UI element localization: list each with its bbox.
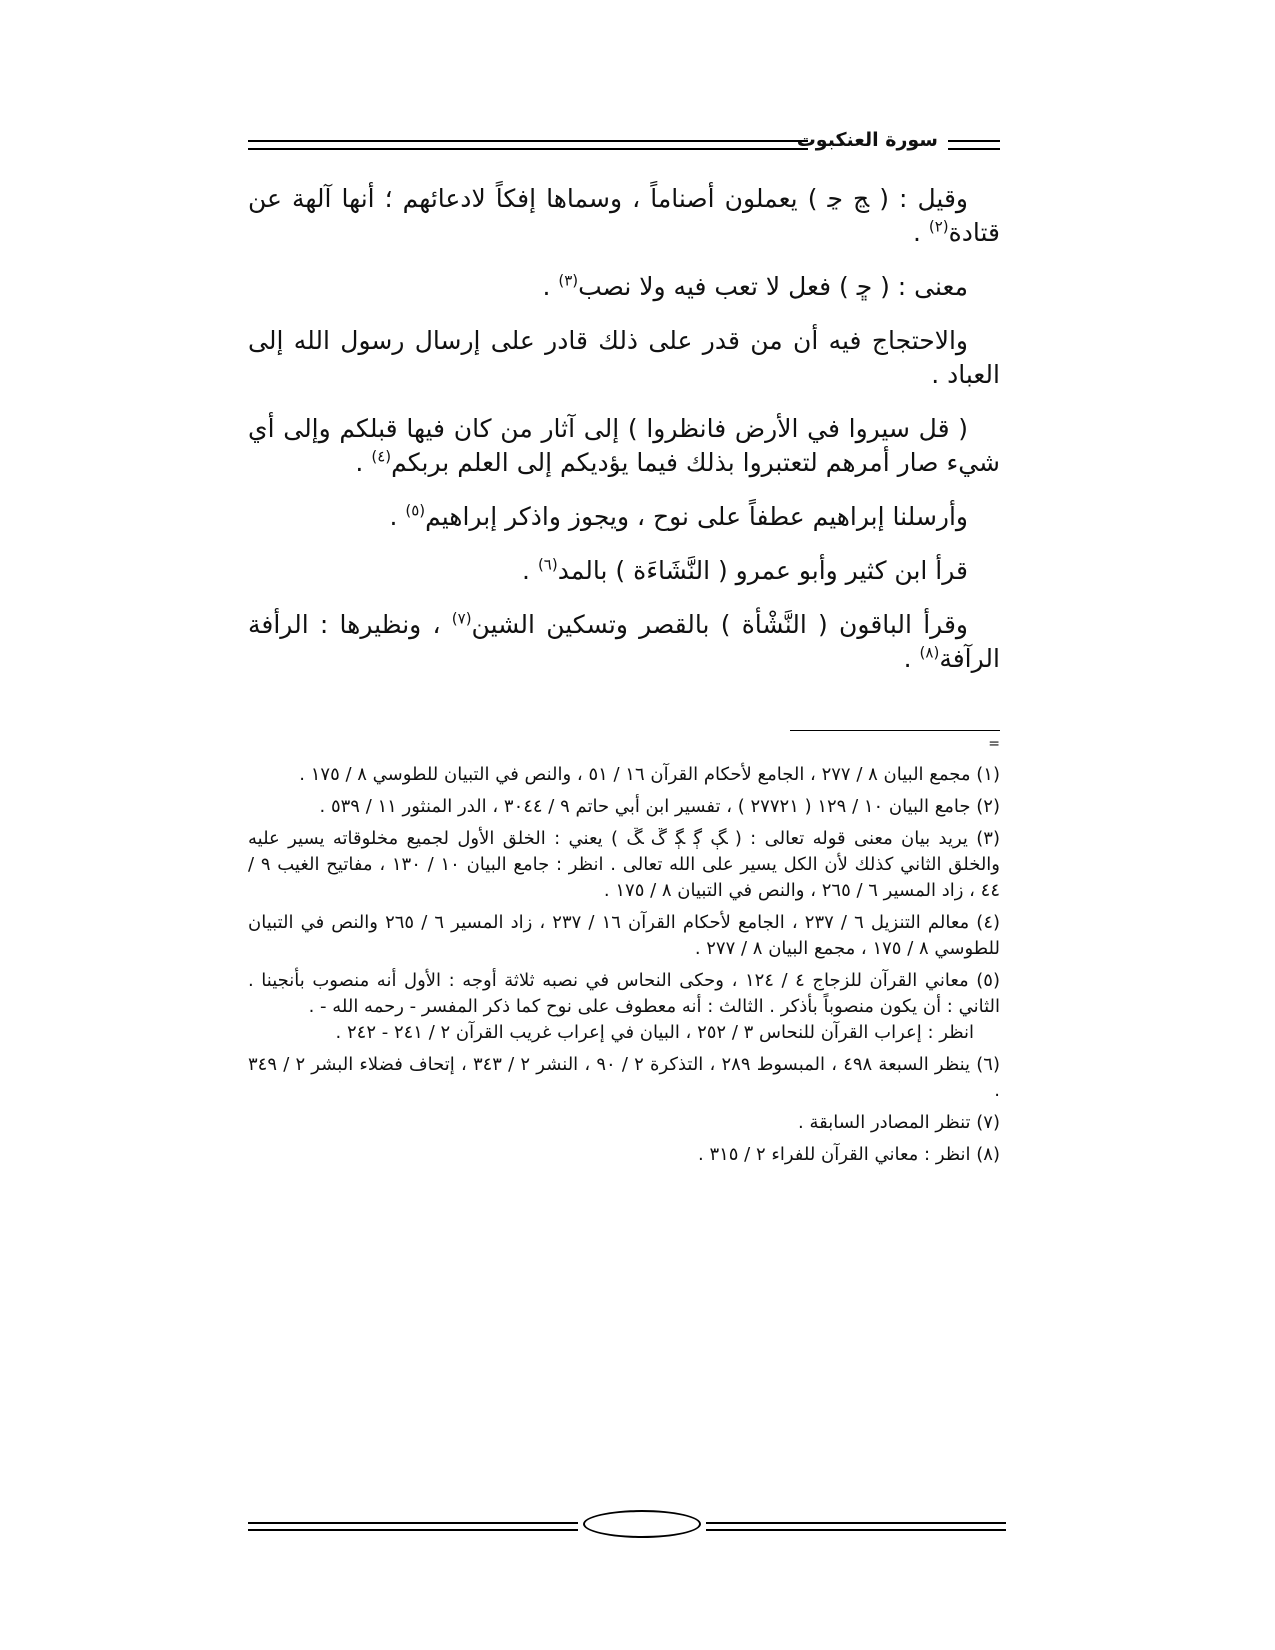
footnote-ref-4: (٤) bbox=[371, 447, 392, 466]
footnote-6: (٦) ينظر السبعة ٤٩٨ ، المبسوط ٢٨٩ ، التذكرة ٢ / ٩٠ ، النشر ٢ / ٣٤٣ ، إتحاف فضلاء البشر ٢ / ٣٤٩ . bbox=[248, 1054, 1000, 1101]
paragraph-4: ( قل سيروا في الأرض فانظروا ) إلى آثار من كان فيها قبلكم وإلى أي شيء صار أمرهم لتعتبروا بذلك فيما يؤديكم إلى العلم بربكم$^{(٤)}$ . bbox=[248, 414, 1000, 477]
footnote-5-continuation: انظر : إعراب القرآن للنحاس ٣ / ٢٥٢ ، البيان في إعراب غريب القرآن ٢ / ٢٤١ - ٢٤٢ . bbox=[335, 1022, 974, 1043]
footnotes bbox=[248, 762, 1000, 1174]
footnote-ref-2: (٢) bbox=[928, 217, 949, 236]
footnote-ref-3: (٣) bbox=[558, 271, 579, 290]
paragraph-5: وأرسلنا إبراهيم عطفاً على نوح ، ويجوز واذكر إبراهيم$^{(٥)}$ . bbox=[389, 501, 968, 531]
footnote-ref-7: (٧) bbox=[451, 609, 472, 628]
footnote-ref-8: (٨) bbox=[919, 643, 940, 662]
footnote-4: (٤) معالم التنزيل ٦ / ٢٣٧ ، الجامع لأحكام القرآن ١٦ / ٢٣٧ ، زاد المسير ٦ / ٢٦٥ والنص في التبيان للطوسي ٨ / ١٧٥ ، مجمع البيان ٨ / ٢٧٧ . bbox=[248, 912, 1001, 959]
page-header bbox=[248, 128, 1000, 156]
footnote-8: (٨) انظر : معاني القرآن للفراء ٢ / ٣١٥ . bbox=[697, 1144, 1000, 1165]
page-number-oval bbox=[583, 1510, 701, 1538]
footer-rule-left bbox=[248, 1522, 578, 1531]
footer-rule-right bbox=[706, 1522, 1006, 1531]
paragraph-6: قرأ ابن كثير وأبو عمرو ( النَّشَاءَة ) بالمد$^{(٦)}$ . bbox=[522, 555, 968, 585]
header-rule-right bbox=[948, 140, 1000, 150]
page-footer bbox=[248, 1510, 1006, 1540]
footnote-1: (١) مجمع البيان ٨ / ٢٧٧ ، الجامع لأحكام القرآن ١٦ / ٥١ ، والنص في التبيان للطوسي ٨ / ١٧٥ . bbox=[299, 764, 1000, 785]
paragraph-7: وقرأ الباقون ( النَّشْأة ) بالقصر وتسكين الشين$^{(٧)}$ ، ونظيرها : الرأفة الرآفة$^{(٨)}$ . bbox=[248, 609, 1000, 673]
footnote-continuation-mark: = bbox=[988, 736, 1000, 752]
paragraph-1: وقيل : ( ﭷ ﭸ ) يعملون أصناماً ، وسماها إفكاً لادعائهم ؛ أنها آلهة عن قتادة$^{(٢)}$ . bbox=[248, 184, 1000, 247]
main-text bbox=[248, 182, 1000, 696]
surah-title: سورة العنكبوت bbox=[796, 129, 938, 151]
footnote-3: (٣) يريد بيان معنى قوله تعالى : ( ﮗ ﮘ ﮙ ﮚ ﮛ ) يعني : الخلق الأول لجميع مخلوقاته يسير عليه والخلق الثاني كذلك لأن الكل يسير على الله تعالى . انظر : جامع البيان ١٠ / ١٣٠ ، مفاتيح الغيب ٩ / ٤٤ ، زاد المسير ٦ / ٢٦٥ ، والنص في التبيان ٨ / ١٧٥ . bbox=[248, 828, 1001, 901]
paragraph-2: معنى : ( ﮀ ) فعل لا تعب فيه ولا نصب$^{(٣)}$ . bbox=[542, 271, 968, 301]
footnote-2: (٢) جامع البيان ١٠ / ١٢٩ ( ٢٧٧٢١ ) ، تفسير ابن أبي حاتم ٩ / ٣٠٤٤ ، الدر المنثور ١١ / ٥٣٩ . bbox=[319, 796, 1000, 817]
footnote-7: (٧) تنظر المصادر السابقة . bbox=[798, 1112, 1000, 1133]
footnote-ref-6: (٦) bbox=[537, 555, 558, 574]
paragraph-3: والاحتجاج فيه أن من قدر على ذلك قادر على إرسال رسول الله إلى العباد . bbox=[248, 326, 1000, 389]
header-rule-left bbox=[248, 140, 808, 150]
footnote-separator bbox=[790, 730, 1000, 731]
footnote-5: (٥) معاني القرآن للزجاج ٤ / ١٢٤ ، وحكى النحاس في نصبه ثلاثة أوجه : الأول أنه منصوب بأنجينا . الثاني : أن يكون منصوباً بأذكر . الثالث : أنه معطوف على نوح كما ذكر المفسر - رحمه الله - . انظر : إعراب القرآن للنحاس ٣ / ٢٥٢ ، البيان في إعراب غريب القرآن ٢ / ٢٤١ - ٢٤٢ . bbox=[248, 968, 1000, 1046]
footnote-ref-5: (٥) bbox=[405, 501, 426, 520]
